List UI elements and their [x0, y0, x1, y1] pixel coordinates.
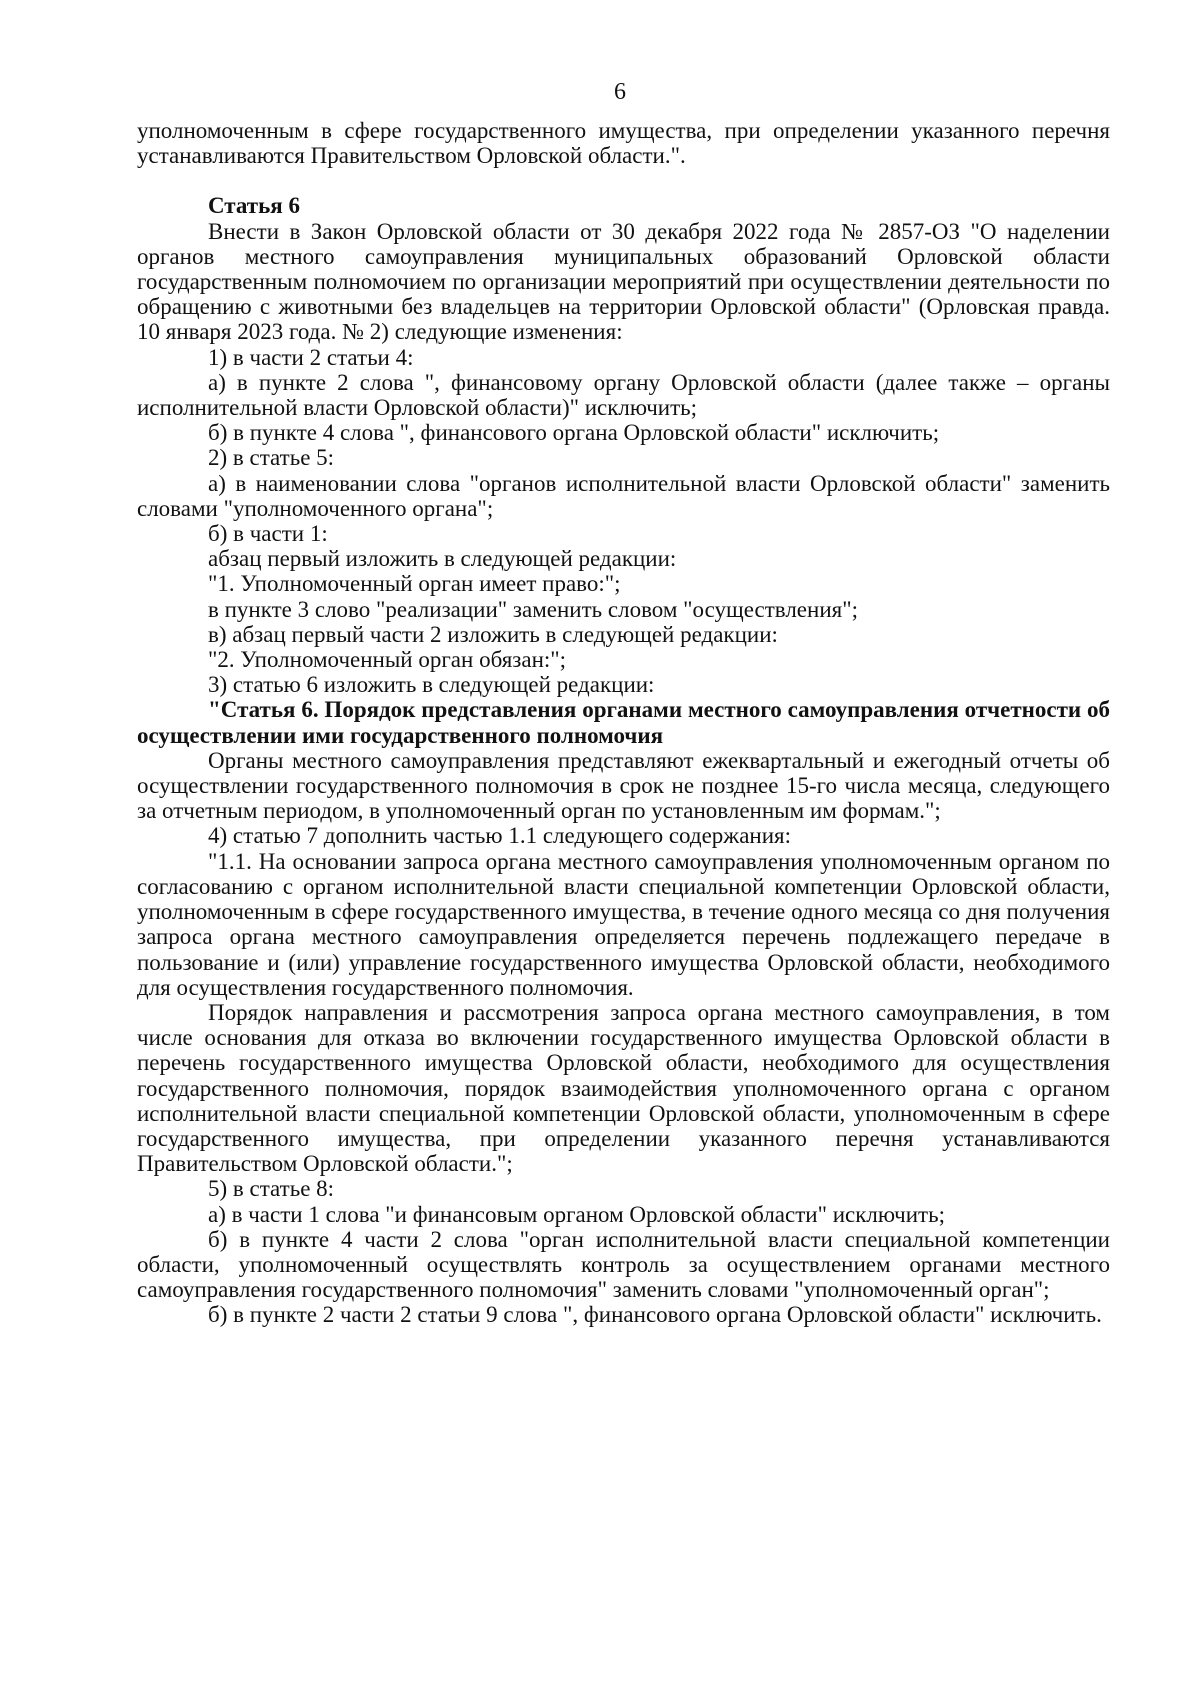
paragraph: а) в пункте 2 слова ", финансовому органу Орловской области (далее также – органы исполнительной власти Орловской области)" исключить;: [137, 369, 1110, 421]
paragraph: а) в части 1 слова "и финансовым органом Орловской области" исключить;: [208, 1201, 945, 1227]
paragraph: б) в пункте 2 части 2 статьи 9 слова ", финансового органа Орловской области" исключить.: [208, 1302, 1102, 1328]
article-heading-text: Статья 6: [208, 193, 300, 219]
paragraph: 5) в статье 8:: [208, 1176, 335, 1202]
spacer: [137, 168, 1110, 193]
paragraph: б) в пункте 4 части 2 слова "орган исполнительной власти специальной компетенции области, уполномоченный осуществлять контроль за осуществлением органами местного самоуправления государственного полномочия" заменить словами "уполномоченный орган";: [137, 1226, 1110, 1303]
paragraph: "1.1. На основании запроса органа местного самоуправления уполномоченным органом по согласованию с органом исполнительной власти специальной компетенции Орловской области, уполномоченным в сфере государственного имущества, в течение одного месяца со дня получения запроса органа местного самоуправления определяется перечень подлежащего передаче в пользование и (или) управление государственного имущества Орловской области, необходимого для осуществления государственного полномочия.: [137, 848, 1110, 1000]
paragraph: б) в пункте 4 слова ", финансового органа Орловской области" исключить;: [208, 420, 940, 446]
paragraph: Внести в Закон Орловской области от 30 декабря 2022 года № 2857-ОЗ "О наделении органов местного самоуправления муниципальных образований Орловской области государственным полномочием по организации мероприятий при осуществлении деятельности по обращению с животными без владельцев на территории Орловской области" (Орловская правда. 10 января 2023 года. № 2) следующие изменения:: [137, 218, 1110, 345]
paragraph: 1) в части 2 статьи 4:: [208, 344, 414, 370]
paragraph: Порядок направления и рассмотрения запроса органа местного самоуправления, в том числе основания для отказа во включении государственного имущества Орловской области в перечень государственного имущества Орловской области, необходимого для осуществления государственного полномочия, порядок взаимодействия уполномоченного органа с органом исполнительной власти специальной компетенции Орловской области, уполномоченным в сфере государственного имущества, при определении указанного перечня устанавливаются Правительством Орловской области.";: [137, 999, 1110, 1177]
paragraph: 4) статью 7 дополнить частью 1.1 следующего содержания:: [208, 823, 791, 849]
document-body: [137, 118, 1110, 1328]
page-number: 6: [614, 79, 626, 105]
paragraph: Органы местного самоуправления представляют ежеквартальный и ежегодный отчеты об осуществлении государственного полномочия в срок не позднее 15-го числа месяца, следующего за отчетным периодом, в уполномоченный орган по установленным им формам.";: [137, 747, 1110, 824]
paragraph: в пункте 3 слово "реализации" заменить словом "осуществления";: [208, 596, 858, 622]
article-heading-text: "Статья 6. Порядок представления органами местного самоуправления отчетности об осуществлении ими государственного полномочия: [137, 697, 1110, 748]
paragraph: уполномоченным в сфере государственного имущества, при определении указанного перечня устанавливаются Правительством Орловской области.".: [137, 118, 1110, 169]
paragraph: а) в наименовании слова "органов исполнительной власти Орловской области" заменить словами "уполномоченного органа";: [137, 470, 1110, 521]
paragraph: 3) статью 6 изложить в следующей редакции:: [208, 672, 655, 698]
paragraph: абзац первый изложить в следующей редакции:: [208, 546, 677, 572]
paragraph: в) абзац первый части 2 изложить в следующей редакции:: [208, 621, 778, 647]
article-heading: [137, 193, 1110, 218]
article-heading: [137, 697, 1110, 747]
paragraph: "2. Уполномоченный орган обязан:";: [208, 647, 567, 673]
paragraph: "1. Уполномоченный орган имеет право:";: [208, 571, 621, 597]
paragraph: 2) в статье 5:: [208, 445, 335, 471]
paragraph: б) в части 1:: [208, 521, 328, 547]
